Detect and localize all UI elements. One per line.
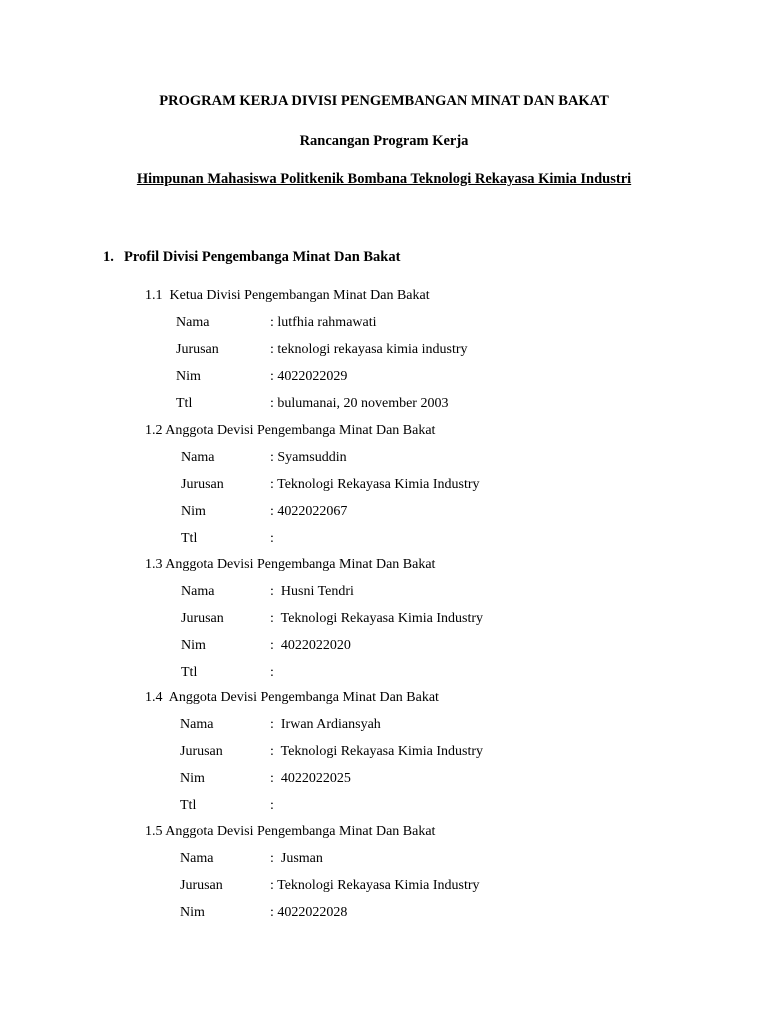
field-label-jurusan: Jurusan — [176, 342, 219, 357]
document-subtitle: Rancangan Program Kerja — [299, 133, 469, 149]
field-value-nama: : Syamsuddin — [270, 450, 347, 465]
field-label-nim: Nim — [181, 638, 206, 653]
section-heading — [103, 249, 400, 266]
field-value-nama: : Jusman — [270, 851, 323, 866]
field-value-nim: : 4022022029 — [270, 369, 348, 384]
field-label-ttl: Ttl — [181, 665, 198, 680]
field-value-jurusan: : Teknologi Rekayasa Kimia Industry — [270, 477, 480, 492]
field-value-ttl: : — [270, 531, 274, 546]
field-label-jurusan: Jurusan — [180, 744, 223, 759]
field-label-nama: Nama — [176, 315, 210, 330]
field-label-ttl: Ttl — [181, 531, 198, 546]
field-value-nama: : lutfhia rahmawati — [270, 315, 377, 330]
section-title: Profil Divisi Pengembanga Minat Dan Bakat — [124, 249, 401, 265]
field-value-nim: : 4022022067 — [270, 504, 348, 519]
field-label-ttl: Ttl — [176, 396, 193, 411]
section-number: 1. — [103, 249, 114, 265]
field-value-jurusan: : Teknologi Rekayasa Kimia Industry — [270, 744, 484, 759]
organization-name — [0, 171, 768, 188]
field-label-ttl: Ttl — [180, 798, 197, 813]
field-value-nama: : Husni Tendri — [270, 584, 354, 599]
field-label-nama: Nama — [181, 450, 215, 465]
document-title: PROGRAM KERJA DIVISI PENGEMBANGAN MINAT DAN BAKAT — [159, 93, 609, 109]
member-heading: 1.3 Anggota Devisi Pengembanga Minat Dan Bakat — [145, 557, 436, 572]
field-label-nama: Nama — [180, 717, 214, 732]
field-value-jurusan: : teknologi rekayasa kimia industry — [270, 342, 468, 357]
field-value-nim: : 4022022028 — [270, 905, 348, 920]
member-heading: 1.5 Anggota Devisi Pengembanga Minat Dan Bakat — [145, 824, 436, 839]
field-label-jurusan: Jurusan — [181, 477, 224, 492]
field-value-jurusan: : Teknologi Rekayasa Kimia Industry — [270, 611, 484, 626]
field-label-nim: Nim — [176, 369, 201, 384]
field-label-jurusan: Jurusan — [181, 611, 224, 626]
field-value-ttl: : — [270, 798, 274, 813]
field-label-nama: Nama — [180, 851, 214, 866]
field-value-ttl: : — [270, 665, 274, 680]
member-heading: 1.2 Anggota Devisi Pengembanga Minat Dan Bakat — [145, 423, 436, 438]
field-value-jurusan: : Teknologi Rekayasa Kimia Industry — [270, 878, 480, 893]
field-label-nim: Nim — [180, 771, 205, 786]
organization-text: Himpunan Mahasiswa Politkenik Bombana Teknologi Rekayasa Kimia Industri — [136, 171, 632, 187]
field-label-nim: Nim — [181, 504, 206, 519]
field-label-nim: Nim — [180, 905, 205, 920]
field-value-nama: : Irwan Ardiansyah — [270, 717, 381, 732]
field-value-nim: : 4022022020 — [270, 638, 351, 653]
field-value-nim: : 4022022025 — [270, 771, 351, 786]
field-value-ttl: : bulumanai, 20 november 2003 — [270, 396, 449, 411]
field-label-nama: Nama — [181, 584, 215, 599]
field-label-jurusan: Jurusan — [180, 878, 223, 893]
member-heading: 1.1 Ketua Divisi Pengembangan Minat Dan Bakat — [145, 288, 430, 303]
member-heading: 1.4 Anggota Devisi Pengembanga Minat Dan Bakat — [145, 690, 439, 705]
